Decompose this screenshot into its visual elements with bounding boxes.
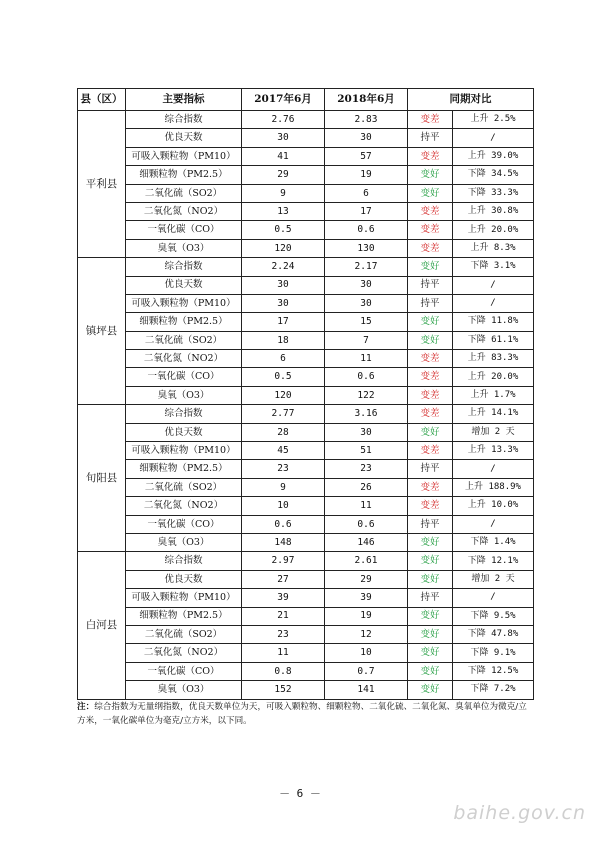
- table-row: [78, 552, 534, 570]
- value-2018-cell: 30: [325, 276, 408, 294]
- change-cell: 上升 2.5%: [453, 111, 534, 129]
- indicator-cell: 细颗粒物（PM2.5）: [126, 313, 242, 331]
- value-2017-cell: 17: [242, 313, 325, 331]
- indicator-cell: 二氧化氮（NO2）: [126, 202, 242, 220]
- value-2018-cell: 57: [325, 147, 408, 165]
- status-cell: 变好: [408, 331, 453, 349]
- change-cell: 上升 20.0%: [453, 368, 534, 386]
- status-cell: 变好: [408, 662, 453, 680]
- status-cell: 变差: [408, 478, 453, 496]
- table-row: [78, 368, 534, 386]
- indicator-cell: 细颗粒物（PM2.5）: [126, 607, 242, 625]
- table-row: [78, 515, 534, 533]
- value-2017-cell: 148: [242, 533, 325, 551]
- header-comparison: 同期对比: [408, 89, 534, 111]
- value-2018-cell: 0.6: [325, 515, 408, 533]
- status-cell: 持平: [408, 589, 453, 607]
- change-cell: 下降 11.8%: [453, 313, 534, 331]
- page-number: － 6 －: [279, 787, 321, 800]
- indicator-cell: 综合指数: [126, 405, 242, 423]
- status-cell: 变好: [408, 644, 453, 662]
- value-2018-cell: 10: [325, 644, 408, 662]
- footnote: [77, 700, 533, 728]
- indicator-cell: 细颗粒物（PM2.5）: [126, 460, 242, 478]
- value-2018-cell: 7: [325, 331, 408, 349]
- value-2018-cell: 19: [325, 166, 408, 184]
- status-cell: 变好: [408, 625, 453, 643]
- value-2018-cell: 15: [325, 313, 408, 331]
- indicator-cell: 二氧化氮（NO2）: [126, 350, 242, 368]
- table-row: [78, 184, 534, 202]
- value-2017-cell: 0.8: [242, 662, 325, 680]
- table-row: [78, 147, 534, 165]
- table-row: [78, 423, 534, 441]
- indicator-cell: 二氧化硫（SO2）: [126, 184, 242, 202]
- value-2018-cell: 2.17: [325, 258, 408, 276]
- status-cell: 持平: [408, 276, 453, 294]
- value-2018-cell: 2.83: [325, 111, 408, 129]
- table-row: [78, 350, 534, 368]
- value-2017-cell: 9: [242, 478, 325, 496]
- table-row: [78, 497, 534, 515]
- value-2018-cell: 19: [325, 607, 408, 625]
- status-cell: 变差: [408, 497, 453, 515]
- status-cell: 变好: [408, 570, 453, 588]
- table-header-row: [78, 89, 534, 111]
- change-cell: 上升 30.8%: [453, 202, 534, 220]
- table-row: [78, 386, 534, 404]
- status-cell: 变差: [408, 368, 453, 386]
- table-row: [78, 570, 534, 588]
- status-cell: 变好: [408, 607, 453, 625]
- indicator-cell: 臭氧（O3）: [126, 681, 242, 699]
- change-cell: 上升 1.7%: [453, 386, 534, 404]
- indicator-cell: 综合指数: [126, 258, 242, 276]
- change-cell: 上升 10.0%: [453, 497, 534, 515]
- table-row: [78, 607, 534, 625]
- air-quality-table: [77, 88, 534, 700]
- county-cell: 镇坪县: [78, 258, 126, 405]
- value-2018-cell: 2.61: [325, 552, 408, 570]
- indicator-cell: 综合指数: [126, 552, 242, 570]
- value-2017-cell: 13: [242, 202, 325, 220]
- status-cell: 变好: [408, 681, 453, 699]
- county-cell: 白河县: [78, 552, 126, 699]
- indicator-cell: 细颗粒物（PM2.5）: [126, 166, 242, 184]
- header-2017: 2017年6月: [242, 89, 325, 111]
- status-cell: 持平: [408, 129, 453, 147]
- status-cell: 变差: [408, 221, 453, 239]
- value-2018-cell: 30: [325, 129, 408, 147]
- header-county: 县（区）: [78, 89, 126, 111]
- table-row: [78, 166, 534, 184]
- indicator-cell: 可吸入颗粒物（PM10）: [126, 147, 242, 165]
- table-row: [78, 460, 534, 478]
- status-cell: 变差: [408, 350, 453, 368]
- status-cell: 变差: [408, 202, 453, 220]
- status-cell: 持平: [408, 515, 453, 533]
- table-row: [78, 129, 534, 147]
- value-2018-cell: 122: [325, 386, 408, 404]
- table-row: [78, 111, 534, 129]
- value-2018-cell: 3.16: [325, 405, 408, 423]
- indicator-cell: 一氧化碳（CO）: [126, 662, 242, 680]
- indicator-cell: 二氧化硫（SO2）: [126, 625, 242, 643]
- table-row: [78, 258, 534, 276]
- indicator-cell: 二氧化硫（SO2）: [126, 331, 242, 349]
- change-cell: 下降 47.8%: [453, 625, 534, 643]
- status-cell: 变差: [408, 239, 453, 257]
- value-2018-cell: 11: [325, 350, 408, 368]
- value-2018-cell: 0.6: [325, 368, 408, 386]
- value-2018-cell: 141: [325, 681, 408, 699]
- value-2017-cell: 2.77: [242, 405, 325, 423]
- value-2017-cell: 41: [242, 147, 325, 165]
- value-2018-cell: 51: [325, 442, 408, 460]
- table-row: [78, 239, 534, 257]
- status-cell: 变好: [408, 258, 453, 276]
- change-cell: 下降 9.1%: [453, 644, 534, 662]
- value-2017-cell: 21: [242, 607, 325, 625]
- indicator-cell: 一氧化碳（CO）: [126, 221, 242, 239]
- value-2017-cell: 11: [242, 644, 325, 662]
- value-2017-cell: 27: [242, 570, 325, 588]
- status-cell: 变好: [408, 166, 453, 184]
- value-2018-cell: 29: [325, 570, 408, 588]
- value-2018-cell: 0.7: [325, 662, 408, 680]
- value-2017-cell: 120: [242, 239, 325, 257]
- value-2017-cell: 152: [242, 681, 325, 699]
- value-2018-cell: 39: [325, 589, 408, 607]
- table-row: [78, 589, 534, 607]
- indicator-cell: 臭氧（O3）: [126, 386, 242, 404]
- county-cell: 旬阳县: [78, 405, 126, 552]
- indicator-cell: 臭氧（O3）: [126, 533, 242, 551]
- county-cell: 平利县: [78, 111, 126, 258]
- indicator-cell: 可吸入颗粒物（PM10）: [126, 442, 242, 460]
- status-cell: 变好: [408, 552, 453, 570]
- change-cell: 下降 12.5%: [453, 662, 534, 680]
- value-2018-cell: 11: [325, 497, 408, 515]
- indicator-cell: 可吸入颗粒物（PM10）: [126, 589, 242, 607]
- change-cell: 下降 33.3%: [453, 184, 534, 202]
- value-2018-cell: 23: [325, 460, 408, 478]
- value-2017-cell: 0.5: [242, 221, 325, 239]
- change-cell: /: [453, 294, 534, 312]
- value-2017-cell: 30: [242, 276, 325, 294]
- status-cell: 变差: [408, 147, 453, 165]
- value-2018-cell: 30: [325, 423, 408, 441]
- table-row: [78, 442, 534, 460]
- change-cell: 上升 39.0%: [453, 147, 534, 165]
- value-2017-cell: 0.6: [242, 515, 325, 533]
- change-cell: 上升 13.3%: [453, 442, 534, 460]
- change-cell: 下降 1.4%: [453, 533, 534, 551]
- change-cell: 上升 20.0%: [453, 221, 534, 239]
- change-cell: 下降 3.1%: [453, 258, 534, 276]
- change-cell: 下降 7.2%: [453, 681, 534, 699]
- indicator-cell: 一氧化碳（CO）: [126, 515, 242, 533]
- value-2017-cell: 9: [242, 184, 325, 202]
- value-2018-cell: 17: [325, 202, 408, 220]
- status-cell: 变差: [408, 442, 453, 460]
- table-row: [78, 405, 534, 423]
- table-row: [78, 533, 534, 551]
- value-2017-cell: 28: [242, 423, 325, 441]
- value-2017-cell: 45: [242, 442, 325, 460]
- site-watermark: baihe.gov.cn: [453, 802, 586, 824]
- status-cell: 变好: [408, 184, 453, 202]
- change-cell: 下降 12.1%: [453, 552, 534, 570]
- indicator-cell: 二氧化硫（SO2）: [126, 478, 242, 496]
- indicator-cell: 优良天数: [126, 570, 242, 588]
- change-cell: /: [453, 515, 534, 533]
- table-row: [78, 202, 534, 220]
- status-cell: 变好: [408, 533, 453, 551]
- indicator-cell: 二氧化氮（NO2）: [126, 497, 242, 515]
- value-2018-cell: 130: [325, 239, 408, 257]
- indicator-cell: 综合指数: [126, 111, 242, 129]
- value-2017-cell: 30: [242, 129, 325, 147]
- status-cell: 变差: [408, 386, 453, 404]
- change-cell: 下降 34.5%: [453, 166, 534, 184]
- table-row: [78, 625, 534, 643]
- value-2018-cell: 12: [325, 625, 408, 643]
- change-cell: 上升 14.1%: [453, 405, 534, 423]
- status-cell: 变好: [408, 423, 453, 441]
- indicator-cell: 二氧化氮（NO2）: [126, 644, 242, 662]
- table-row: [78, 221, 534, 239]
- status-cell: 变差: [408, 405, 453, 423]
- status-cell: 变差: [408, 111, 453, 129]
- table-row: [78, 662, 534, 680]
- indicator-cell: 优良天数: [126, 423, 242, 441]
- table-row: [78, 294, 534, 312]
- table-row: [78, 478, 534, 496]
- value-2017-cell: 23: [242, 460, 325, 478]
- status-cell: 变好: [408, 313, 453, 331]
- value-2018-cell: 26: [325, 478, 408, 496]
- value-2017-cell: 10: [242, 497, 325, 515]
- change-cell: /: [453, 276, 534, 294]
- indicator-cell: 可吸入颗粒物（PM10）: [126, 294, 242, 312]
- indicator-cell: 优良天数: [126, 129, 242, 147]
- value-2017-cell: 6: [242, 350, 325, 368]
- change-cell: 增加 2 天: [453, 423, 534, 441]
- indicator-cell: 优良天数: [126, 276, 242, 294]
- footnote-label: 注：: [77, 702, 95, 712]
- footnote-text: 综合指数为无量纲指数，优良天数单位为天，可吸入颗粒物、细颗粒物、二氧化硫、二氧化氮、臭氧单位为微克/立方米，一氧化碳单位为毫克/立方米，以下同。: [77, 702, 527, 726]
- status-cell: 持平: [408, 294, 453, 312]
- value-2018-cell: 0.6: [325, 221, 408, 239]
- table-row: [78, 276, 534, 294]
- table-row: [78, 331, 534, 349]
- status-cell: 持平: [408, 460, 453, 478]
- table-body: [78, 111, 534, 700]
- value-2017-cell: 23: [242, 625, 325, 643]
- value-2017-cell: 120: [242, 386, 325, 404]
- value-2017-cell: 18: [242, 331, 325, 349]
- table-row: [78, 313, 534, 331]
- value-2017-cell: 30: [242, 294, 325, 312]
- value-2018-cell: 146: [325, 533, 408, 551]
- value-2018-cell: 30: [325, 294, 408, 312]
- value-2017-cell: 0.5: [242, 368, 325, 386]
- document-body: [77, 88, 533, 700]
- value-2017-cell: 2.76: [242, 111, 325, 129]
- change-cell: 上升 83.3%: [453, 350, 534, 368]
- change-cell: /: [453, 589, 534, 607]
- indicator-cell: 臭氧（O3）: [126, 239, 242, 257]
- change-cell: 下降 61.1%: [453, 331, 534, 349]
- value-2017-cell: 29: [242, 166, 325, 184]
- table-row: [78, 644, 534, 662]
- change-cell: /: [453, 129, 534, 147]
- table-row: [78, 681, 534, 699]
- change-cell: /: [453, 460, 534, 478]
- value-2017-cell: 39: [242, 589, 325, 607]
- header-indicator: 主要指标: [126, 89, 242, 111]
- change-cell: 上升 188.9%: [453, 478, 534, 496]
- change-cell: 增加 2 天: [453, 570, 534, 588]
- indicator-cell: 一氧化碳（CO）: [126, 368, 242, 386]
- value-2017-cell: 2.97: [242, 552, 325, 570]
- change-cell: 上升 8.3%: [453, 239, 534, 257]
- change-cell: 下降 9.5%: [453, 607, 534, 625]
- value-2018-cell: 6: [325, 184, 408, 202]
- header-2018: 2018年6月: [325, 89, 408, 111]
- value-2017-cell: 2.24: [242, 258, 325, 276]
